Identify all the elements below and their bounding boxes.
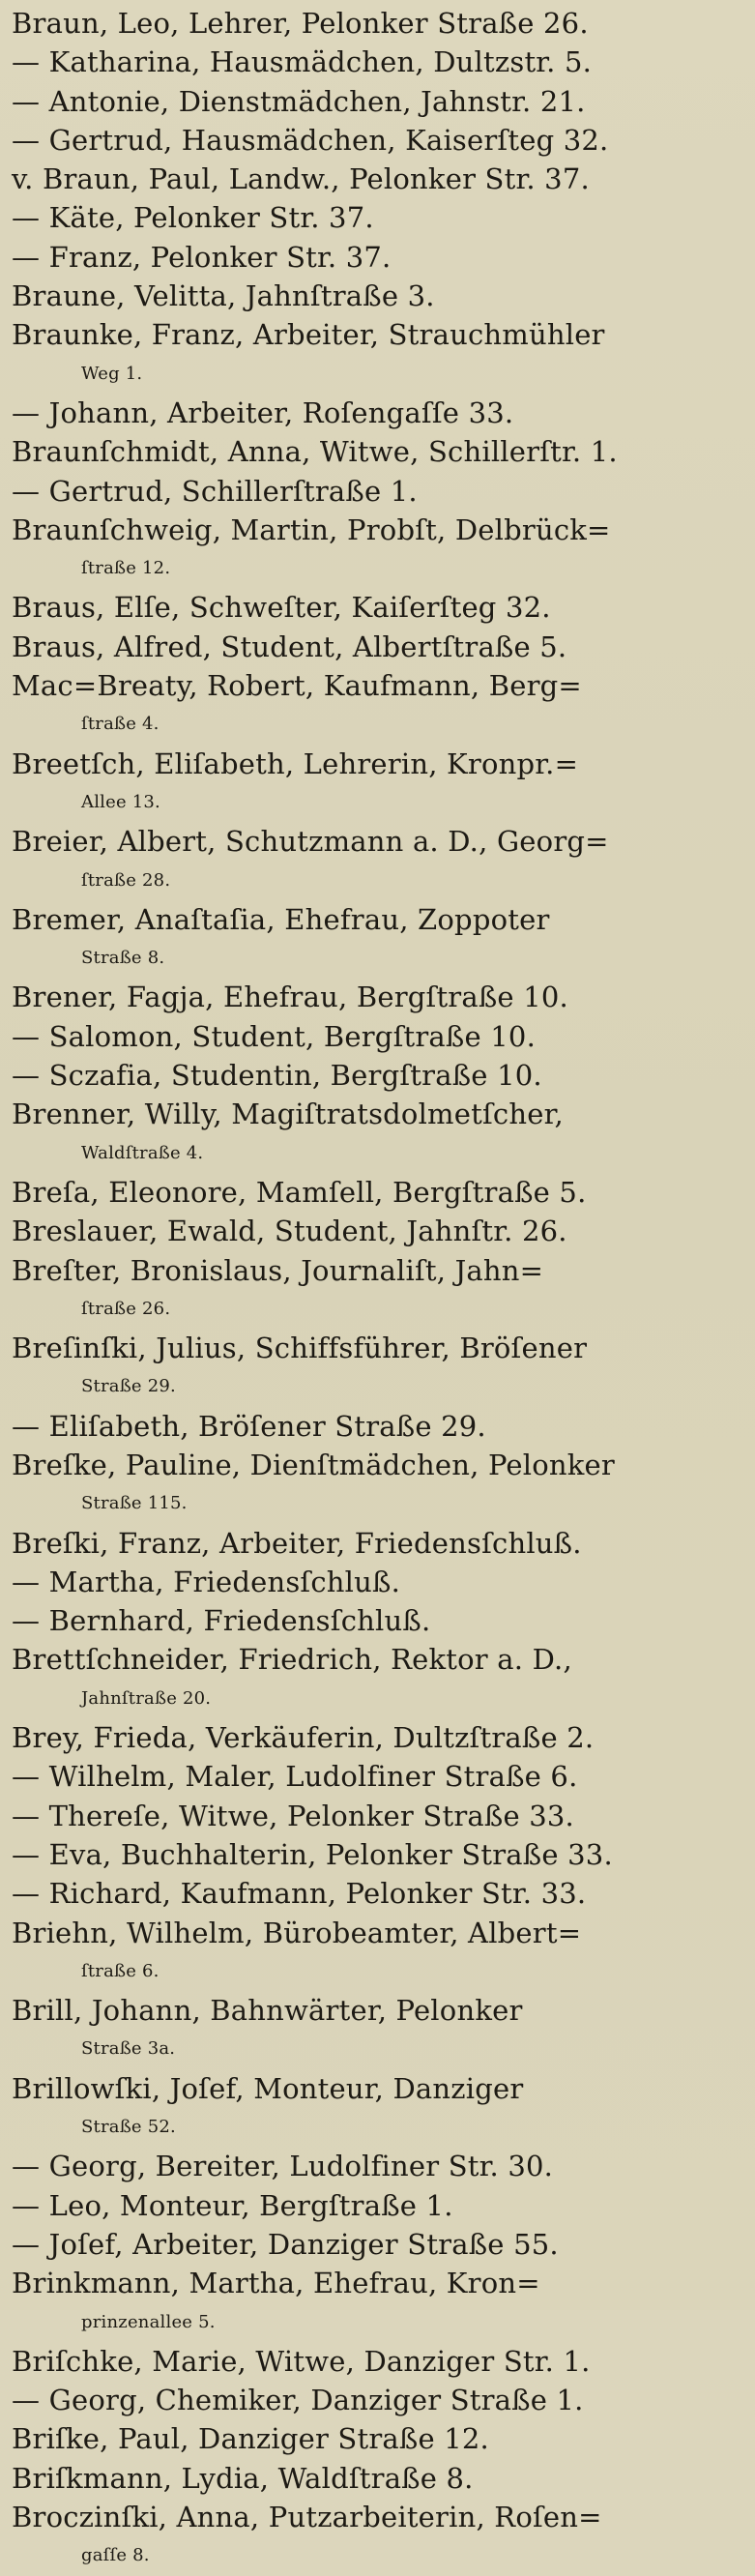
entry-line: Breſter, Bronislaus, Journaliſt, Jahn= <box>12 1253 544 1287</box>
entry-line: — Johann, Arbeiter, Roſengaſſe 33. <box>12 395 514 429</box>
entry-continuation-line: ſtraße 4. <box>81 714 160 735</box>
entry-line: Braunke, Franz, Arbeiter, Strauchmühler <box>12 318 605 352</box>
entry-continuation-line: Jahnſtraße 20. <box>81 1687 212 1709</box>
entry-continuation-line: Allee 13. <box>81 791 160 812</box>
entry-line: Brill, Johann, Bahnwärter, Pelonker <box>12 1994 523 2028</box>
entry-line: Briſkmann, Lydia, Waldſtraße 8. <box>12 2461 474 2495</box>
entry-line: — Franz, Pelonker Str. 37. <box>12 240 392 274</box>
entry-line: Brillowſki, Joſef, Monteur, Danziger <box>12 2071 524 2105</box>
entry-line: — Salomon, Student, Bergſtraße 10. <box>12 1019 536 1053</box>
entry-line: — Sczafia, Studentin, Bergſtraße 10. <box>12 1059 542 1093</box>
entry-line: — Joſef, Arbeiter, Danziger Straße 55. <box>12 2227 559 2261</box>
entry-line: — Katharina, Hausmädchen, Dultzstr. 5. <box>12 45 593 79</box>
entry-line: Mac=Breaty, Robert, Kaufmann, Berg= <box>12 669 582 703</box>
entry-continuation-line: Weg 1. <box>81 363 143 384</box>
entry-line: — Leo, Monteur, Bergſtraße 1. <box>12 2188 453 2222</box>
entry-line: Breſke, Pauline, Dienſtmädchen, Pelonker <box>12 1448 615 1481</box>
entry-line: Breſa, Eleonore, Mamſell, Bergſtraße 5. <box>12 1175 587 1209</box>
entry-line: — Richard, Kaufmann, Pelonker Str. 33. <box>12 1877 587 1911</box>
entry-line: Brener, Fagja, Ehefrau, Bergſtraße 10. <box>12 981 568 1014</box>
entry-line: v. Braun, Paul, Landw., Pelonker Str. 37. <box>12 162 590 196</box>
entry-continuation-line: Waldſtraße 4. <box>81 1142 204 1163</box>
entry-line: — Georg, Bereiter, Ludolfiner Str. 30. <box>12 2150 554 2183</box>
entry-continuation-line: Straße 3a. <box>81 2038 176 2060</box>
entry-line: Breſinſki, Julius, Schiffsführer, Bröſener <box>12 1332 588 1365</box>
entry-line: Broczinſki, Anna, Putzarbeiterin, Roſen= <box>12 2501 602 2533</box>
entry-line: Briehn, Wilhelm, Bürobeamter, Albert= <box>12 1916 582 1949</box>
entry-line: Brettſchneider, Friedrich, Rektor a. D., <box>12 1643 572 1677</box>
entry-line: — Gertrud, Hausmädchen, Kaiserſteg 32. <box>12 123 609 157</box>
address-entry-list <box>12 4 745 2576</box>
entry-line: Brinkmann, Martha, Ehefrau, Kron= <box>12 2267 540 2300</box>
entry-line: — Georg, Chemiker, Danziger Straße 1. <box>12 2384 584 2417</box>
entry-line: — Wilhelm, Maler, Ludolfiner Straße 6. <box>12 1760 578 1794</box>
entry-line: Braunſchweig, Martin, Probſt, Delbrück= <box>12 512 611 546</box>
entry-line: Bremer, Anaſtaſia, Ehefrau, Zoppoter <box>12 902 550 936</box>
entry-line: Briſke, Paul, Danziger Straße 12. <box>12 2422 489 2456</box>
entry-line: — Gertrud, Schillerſtraße 1. <box>12 474 418 508</box>
entry-line: — Martha, Friedensſchluß. <box>12 1565 401 1598</box>
entry-line: Breſki, Franz, Arbeiter, Friedensſchluß. <box>12 1526 582 1560</box>
entry-continuation-line: Straße 52. <box>81 2117 176 2138</box>
entry-line: — Bernhard, Friedensſchluß. <box>12 1604 431 1638</box>
entry-continuation-line: gaſſe 8. <box>81 2545 150 2566</box>
entry-continuation-line: Straße 115. <box>81 1493 188 1514</box>
entry-continuation-line: Straße 29. <box>81 1376 176 1397</box>
entry-continuation-line: ſtraße 12. <box>81 558 171 579</box>
entry-continuation-line: Straße 8. <box>81 948 165 969</box>
entry-line: — Käte, Pelonker Str. 37. <box>12 201 374 235</box>
entry-continuation-line: ſtraße 26. <box>81 1298 171 1319</box>
entry-line: Braune, Velitta, Jahnſtraße 3. <box>12 279 435 313</box>
entry-line: Braun, Leo, Lehrer, Pelonker Straße 26. <box>12 7 589 40</box>
entry-line: Breetſch, Eliſabeth, Lehrerin, Kronpr.= <box>12 746 579 780</box>
entry-line: — Eliſabeth, Bröſener Straße 29. <box>12 1409 486 1443</box>
entry-line: Braunſchmidt, Anna, Witwe, Schillerſtr. 1. <box>12 435 618 469</box>
entry-line: Braus, Elſe, Schweſter, Kaiſerſteg 32. <box>12 591 551 625</box>
entry-line: Brey, Frieda, Verkäuferin, Dultzſtraße 2. <box>12 1721 595 1755</box>
entry-line: Breier, Albert, Schutzmann a. D., Georg= <box>12 825 609 859</box>
entry-line: — Eva, Buchhalterin, Pelonker Straße 33. <box>12 1837 613 1871</box>
entry-line: Breslauer, Ewald, Student, Jahnſtr. 26. <box>12 1215 567 1248</box>
entry-line: — Thereſe, Witwe, Pelonker Straße 33. <box>12 1799 574 1832</box>
entry-continuation-line: ſtraße 28. <box>81 869 171 891</box>
entry-continuation-line: ſtraße 6. <box>81 1960 160 1981</box>
entry-line: Braus, Alfred, Student, Albertſtraße 5. <box>12 629 567 663</box>
entry-line: Brenner, Willy, Magiſtratsdolmetſcher, <box>12 1098 564 1131</box>
entry-continuation-line: prinzenallee 5. <box>81 2311 216 2332</box>
entry-line: — Antonie, Dienstmädchen, Jahnstr. 21. <box>12 84 586 118</box>
entry-line: Briſchke, Marie, Witwe, Danziger Str. 1. <box>12 2344 591 2378</box>
